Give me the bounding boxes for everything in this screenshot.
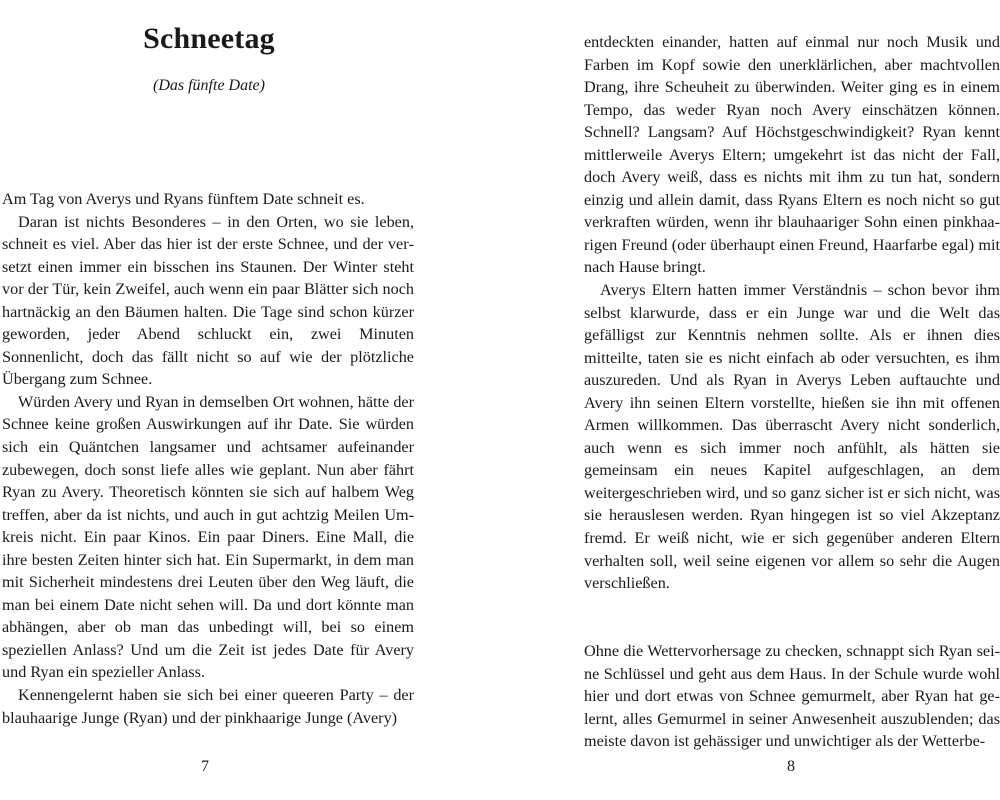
paragraph: Daran ist nichts Besonderes – in den Orten, wo sie leben, schneit es viel. Aber das hier ist der erste Schnee, und der versetzt einen immer ein bisschen ins Staunen. Der Winter steht vor der Tür, kein Zweifel, auch wenn ein paar Blätter sich noch hartnäckig an den Bäumen halten. Die Tage sind schon kürzer geworden, jeder Abend schluckt ein, zwei Minuten Sonnenlicht, doch das fällt nicht so auf wie der plötzliche Übergang zum Schnee. — [2, 212, 414, 389]
left-page-body — [2, 188, 414, 729]
paragraph: Am Tag von Averys und Ryans fünftem Date schneit es. — [2, 190, 365, 208]
page-number: 8 — [787, 758, 795, 775]
page-number: 7 — [201, 758, 209, 775]
paragraph: Ohne die Wettervorhersage zu checken, schnappt sich Ryan seine Schlüssel und geht aus dem Haus. In der Schule wurde wohl hier und dort etwas von Schnee gemurmelt, aber Ryan hat gelernt, alles Gemurmel in seiner Anwesenheit auszublenden; das meiste davon ist gehässiger und unwichtiger als der Wetterbe- — [584, 642, 1000, 751]
paragraph: Kennengelernt haben sie sich bei einer queeren Party – der blauhaarige Junge (Ryan) und der pinkhaarige Junge (Avery) — [2, 686, 414, 727]
paragraph: entdeckten einander, hatten auf einmal nur noch Musik und Farben im Kopf sowie den unerklärlichen, aber machtvollen Drang, ihre Scheuheit zu überwinden. Weiter ging es in einem Tempo, das weder Ryan noch Avery einschätzen können. Schnell? Langsam? Auf Höchstgeschwindigkeit? Ryan kennt mittlerweile Averys Eltern; umgekehrt ist das nicht der Fall, doch Avery weiß, dass es nichts mit ihm zu tun hat, sondern einzig und allein damit, dass Ryans Eltern es noch nicht so gut verkraften würden, wenn ihr blauhaariger Sohn einen pinkhaarigen Freund (oder überhaupt einen Freund, Haarfarbe egal) mit nach Hause bringt. — [584, 33, 1000, 277]
right-page — [500, 0, 1000, 800]
right-page-body — [584, 31, 1000, 595]
chapter-title: Schneetag — [143, 22, 275, 55]
paragraph: Averys Eltern hatten immer Verständnis – schon bevor ihm selbst klarwurde, dass er ein Junge war und die Welt das gefälligst zur Kenntnis nehmen sollte. Als er ihnen dies mitteilte, taten sie es nicht einfach ab oder versuchten, es ihm auszureden. Und als Ryan in Averys Leben auftauchte und Avery ihn seinen Eltern vorstellte, hießen sie ihn mit offenen Armen willkommen. Das überrascht Avery nicht sonderlich, auch wenn es sich immer noch anfühlt, als hätten sie gemeinsam ein neues Kapitel aufgeschlagen, an dem weitergeschrieben wird, und so ganz sicher ist er sich nicht, was sie herauslesen werden. Ryan hingegen ist so viel Akzeptanz fremd. Er weiß nicht, wie er sich gegenüber anderen Eltern verhalten soll, weil seine eigenen vor allem so sehr die Augen verschließen. — [584, 281, 1000, 593]
paragraph: Würden Avery und Ryan in demselben Ort wohnen, hätte der Schnee keine großen Auswirkungen auf ihr Date. Sie würden sich ein Quäntchen langsamer und achtsamer aufeinander zubewegen, doch sonst liefe alles wie geplant. Nun aber fährt Ryan zu Avery. Theoretisch könnten sie sich auf halbem Weg treffen, aber da ist nichts, und auch in gut achtzig Meilen Umkreis nicht. Ein paar Kinos. Ein paar Diners. Eine Mall, die ihre besten Zeiten hinter sich hat. Ein Supermarkt, in dem man mit Sicherheit mindestens drei Leuten über den Weg läuft, die man bei einem Date nicht sehen will. Da und dort könnte man abhängen, aber ob man das unbedingt will, bei so einem speziellen Anlass? Und um die Zeit ist jedes Date für Avery und Ryan ein spezieller Anlass. — [2, 392, 414, 682]
section-break-body — [584, 640, 1000, 753]
chapter-subtitle: (Das fünfte Date) — [153, 77, 265, 94]
